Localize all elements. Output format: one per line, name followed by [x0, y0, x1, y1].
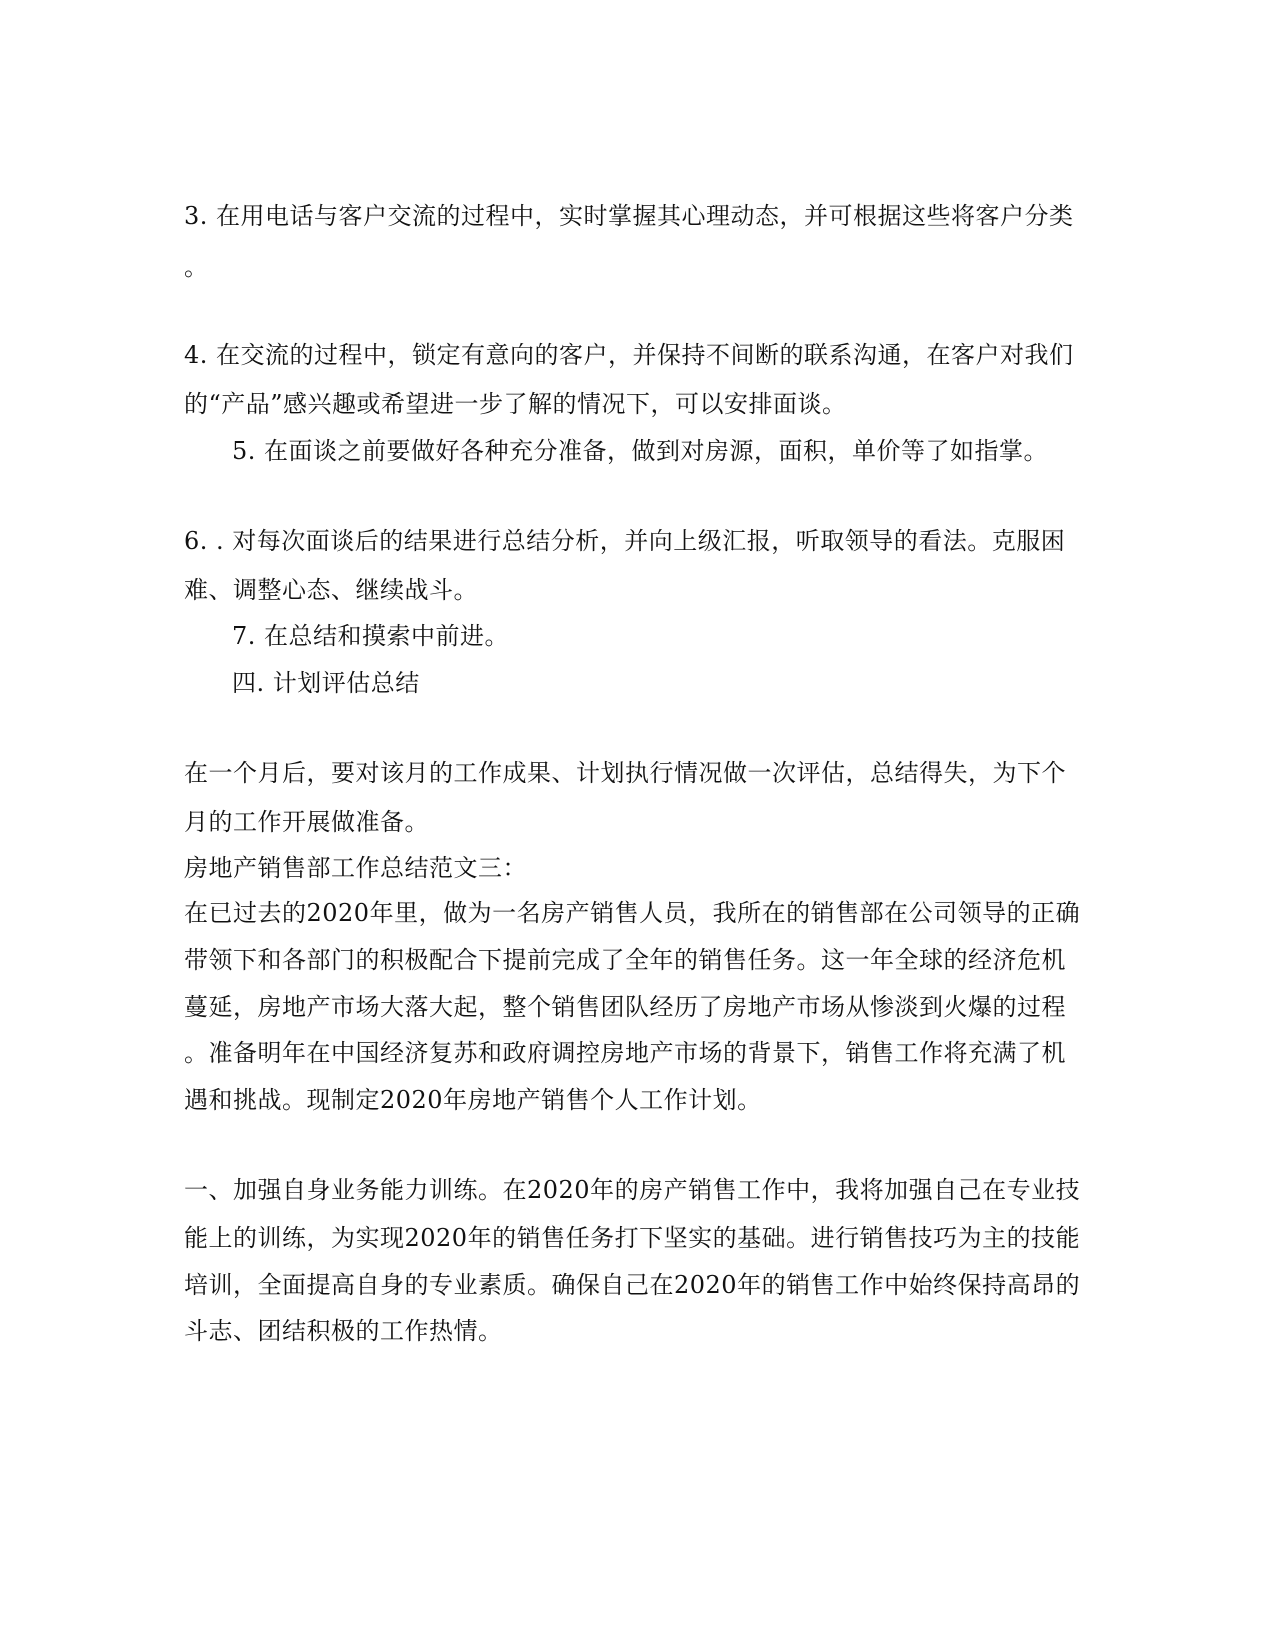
text-line: 的“产品”感兴趣或希望进一步了解的情况下，可以安排面谈。 — [184, 390, 847, 418]
text-line: 5. 在面谈之前要做好各种充分准备，做到对房源，面积，单价等了如指掌。 — [232, 437, 1049, 465]
text-line: 能上的训练，为实现2020年的销售任务打下坚实的基础。进行销售技巧为主的技能 — [184, 1224, 1081, 1252]
text-line: 蔓延，房地产市场大落大起，整个销售团队经历了房地产市场从惨淡到火爆的过程 — [184, 993, 1066, 1021]
text-line: 7. 在总结和摸索中前进。 — [232, 622, 510, 650]
text-line: 一、加强自身业务能力训练。在2020年的房产销售工作中，我将加强自己在专业技 — [184, 1176, 1081, 1204]
text-line: 在一个月后，要对该月的工作成果、计划执行情况做一次评估，总结得失，为下个 — [184, 759, 1066, 787]
text-line: 月的工作开展做准备。 — [184, 808, 429, 836]
text-line: 斗志、团结积极的工作热情。 — [184, 1317, 503, 1345]
text-line: 在已过去的2020年里，做为一名房产销售人员，我所在的销售部在公司领导的正确 — [184, 899, 1081, 927]
text-line: 。准备明年在中国经济复苏和政府调控房地产市场的背景下，销售工作将充满了机 — [184, 1039, 1066, 1067]
section-heading: 四. 计划评估总结 — [232, 669, 420, 697]
text-line: 。 — [184, 253, 209, 281]
section-heading: 房地产销售部工作总结范文三： — [184, 854, 527, 882]
text-line: 培训，全面提高自身的专业素质。确保自己在2020年的销售工作中始终保持高昂的 — [184, 1271, 1081, 1299]
text-line: 3. 在用电话与客户交流的过程中，实时掌握其心理动态，并可根据这些将客户分类 — [184, 202, 1074, 230]
text-line: 带领下和各部门的积极配合下提前完成了全年的销售任务。这一年全球的经济危机 — [184, 946, 1066, 974]
text-line: 4. 在交流的过程中，锁定有意向的客户，并保持不间断的联系沟通，在客户对我们 — [184, 341, 1074, 369]
text-line: 遇和挑战。现制定2020年房地产销售个人工作计划。 — [184, 1086, 762, 1114]
text-line: 难、调整心态、继续战斗。 — [184, 576, 478, 604]
text-line: 6. . 对每次面谈后的结果进行总结分析，并向上级汇报，听取领导的看法。克服困 — [184, 527, 1066, 555]
